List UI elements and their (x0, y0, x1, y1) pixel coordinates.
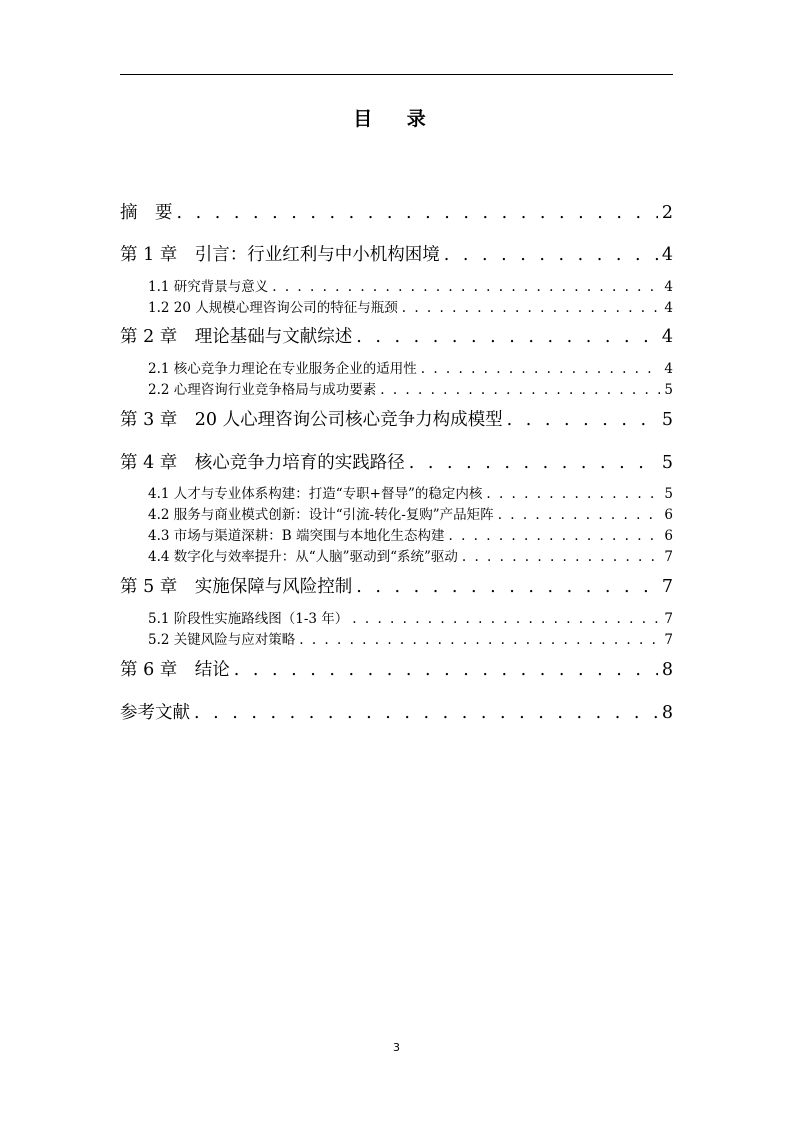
toc-entry-chapter-2[interactable] (120, 323, 673, 348)
toc-entry-page: 8 (661, 703, 673, 723)
toc-entry-abstract[interactable] (120, 199, 673, 224)
toc-leader-dots (507, 410, 658, 430)
toc-entry-chapter-1[interactable] (120, 241, 673, 266)
toc-entry-page: 5 (664, 382, 673, 398)
toc-entry-4-3[interactable] (120, 524, 673, 544)
toc-entry-page: 2 (661, 203, 673, 223)
toc-entry-chapter-5[interactable] (120, 573, 673, 598)
toc-entry-4-1[interactable] (120, 482, 673, 502)
toc-leader-dots (402, 300, 661, 316)
toc-entry-label: 第 4 章 核心竞争力培育的实践路径 (120, 453, 405, 473)
toc-entry-1-2[interactable] (120, 296, 673, 316)
toc-entry-page: 5 (661, 453, 673, 473)
toc-leader-dots (356, 577, 658, 597)
toc-entry-label: 1.2 20 人规模心理咨询公司的特征与瓶颈 (148, 300, 398, 316)
toc-entry-page: 6 (664, 528, 673, 544)
toc-entry-label: 2.1 核心竞争力理论在专业服务企业的适用性 (148, 361, 417, 377)
toc-entry-label: 5.1 阶段性实施路线图（1-3 年） (148, 611, 349, 627)
toc-entry-page: 4 (661, 245, 673, 265)
toc-entry-chapter-4[interactable] (120, 449, 673, 474)
toc-entry-label: 第 2 章 理论基础与文献综述 (120, 327, 353, 347)
toc-leader-dots (486, 486, 660, 502)
toc-entry-2-1[interactable] (120, 357, 673, 377)
toc-entry-label: 2.2 心理咨询行业竞争格局与成功要素 (148, 382, 377, 398)
toc-entry-page: 4 (661, 327, 673, 347)
toc-leader-dots (272, 279, 660, 295)
toc-entry-label: 第 5 章 实施保障与风险控制 (120, 577, 353, 597)
toc-entry-page: 6 (664, 507, 673, 523)
toc-entry-page: 4 (664, 361, 673, 377)
toc-entry-4-2[interactable] (120, 503, 673, 523)
toc-entry-label: 4.4 数字化与效率提升：从“人脑”驱动到“系统”驱动 (148, 549, 458, 565)
toc-entry-page: 7 (664, 611, 673, 627)
toc-entry-label: 摘 要 (120, 203, 173, 223)
toc-entry-4-4[interactable] (120, 545, 673, 565)
toc-leader-dots (380, 382, 660, 398)
toc-entry-label: 4.3 市场与渠道深耕：B 端突围与本地化生态构建 (148, 528, 445, 544)
toc-leader-dots (234, 660, 658, 680)
toc-entry-page: 5 (661, 410, 673, 430)
toc-leader-dots (498, 507, 661, 523)
toc-entry-chapter-6[interactable] (120, 656, 673, 681)
toc-entry-page: 4 (664, 300, 673, 316)
toc-leader-dots (356, 327, 658, 347)
toc-entry-references[interactable] (120, 699, 673, 724)
toc-entry-5-1[interactable] (120, 607, 673, 627)
toc-leader-dots (462, 549, 661, 565)
toc-entry-page: 7 (664, 549, 673, 565)
toc-entry-page: 7 (661, 577, 673, 597)
toc-entry-label: 第 6 章 结论 (120, 660, 230, 680)
toc-entry-1-1[interactable] (120, 275, 673, 295)
toc-entry-page: 8 (661, 660, 673, 680)
toc-leader-dots (444, 245, 658, 265)
toc-entry-label: 4.1 人才与专业体系构建：打造“专职+督导”的稳定内核 (148, 486, 483, 502)
table-of-contents (120, 0, 673, 1122)
toc-leader-dots (409, 453, 658, 473)
toc-entry-label: 5.2 关键风险与应对策略 (148, 632, 296, 648)
toc-entry-label: 1.1 研究背景与意义 (148, 279, 269, 295)
toc-entry-page: 7 (664, 632, 673, 648)
toc-entry-label: 参考文献 (120, 703, 190, 723)
toc-leader-dots (352, 611, 660, 627)
toc-entry-page: 5 (664, 486, 673, 502)
toc-entry-page: 4 (664, 279, 673, 295)
toc-entry-5-2[interactable] (120, 628, 673, 648)
toc-entry-label: 第 1 章 引言：行业红利与中小机构困境 (120, 245, 440, 265)
toc-leader-dots (299, 632, 660, 648)
toc-entry-label: 第 3 章 20 人心理咨询公司核心竞争力构成模型 (120, 410, 503, 430)
toc-leader-dots (448, 528, 660, 544)
toc-entry-label: 4.2 服务与商业模式创新：设计“引流-转化-复购”产品矩阵 (148, 507, 494, 523)
toc-leader-dots (177, 203, 658, 223)
toc-leader-dots (421, 361, 661, 377)
toc-entry-chapter-3[interactable] (120, 406, 673, 431)
toc-leader-dots (194, 703, 658, 723)
toc-entry-2-2[interactable] (120, 378, 673, 398)
toc-title: 目 录 (353, 108, 440, 130)
page-number: 3 (393, 1041, 400, 1054)
